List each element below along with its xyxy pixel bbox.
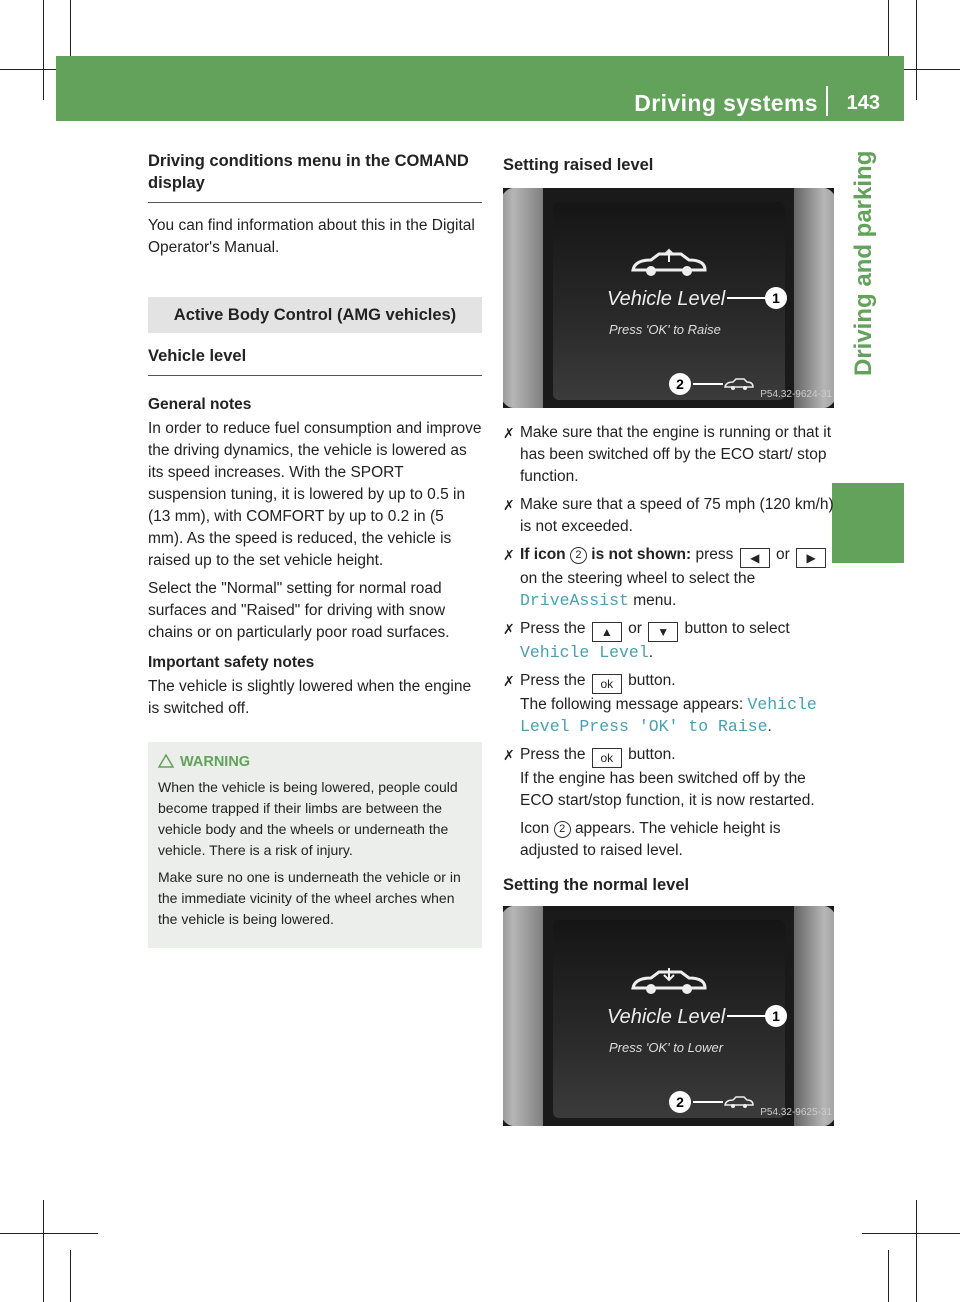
callout-1: 1 (765, 1005, 787, 1027)
menu-driveassist: DriveAssist (520, 591, 629, 610)
step-marker-icon: ✗ (503, 621, 515, 637)
screen-prompt: Press 'OK' to Raise (609, 322, 721, 337)
page-number: 143 (846, 92, 880, 114)
step-6: ✗ Press the ok button. If the engine has been switched off by the ECO start/stop function, it is now restarted. Icon 2 appears. The vehicle height is adjusted to raised level. (503, 744, 835, 862)
up-arrow-key-icon: ▲ (592, 622, 622, 642)
step-1: ✗ Make sure that the engine is running or that it has been switched off by the ECO start/ stop function. (503, 424, 832, 485)
step-marker-icon: ✗ (503, 425, 515, 441)
callout-2: 2 (669, 373, 691, 395)
step-marker-icon: ✗ (503, 673, 515, 689)
intro-text: You can find information about this in the Digital Operator's Manual. (148, 217, 475, 256)
heading-vehicle-level: Vehicle level (148, 345, 482, 376)
callout-line (727, 1015, 767, 1017)
screen-vehicle-level: Vehicle Level (607, 288, 726, 310)
callout-1: 1 (765, 287, 787, 309)
display-image-raise (503, 188, 834, 408)
general-notes-p1: In order to reduce fuel consumption and improve the driving dynamics, the vehicle is lowered as its speed increases. With the SPORT suspension tuning, it is lowered by up to 0.5 in (13 mm), with COMFORT by up to 0.2 in (5 mm). As the speed is reduced, the vehicle is raised up to the set vehicle height. (148, 420, 482, 569)
car-lower-icon (629, 966, 709, 996)
safety-notes-text: The vehicle is slightly lowered when the engine is switched off. (148, 678, 472, 717)
right-column (503, 150, 835, 1126)
right-arrow-key-icon: ▶ (796, 548, 826, 568)
icon-2-ref: 2 (570, 547, 587, 564)
step-5: ✗ Press the ok button. The following message appears: Vehicle Level Press 'OK' to Raise. (503, 672, 817, 736)
car-raise-icon (629, 248, 709, 278)
crop-mark (0, 1233, 98, 1234)
step-2: ✗ Make sure that a speed of 75 mph (120 km/h) is not exceeded. (503, 496, 834, 535)
chapter-tab (832, 121, 904, 925)
steps-list (503, 422, 835, 862)
gauge-right (794, 906, 834, 1126)
crop-mark (888, 0, 889, 60)
callout-line (693, 1101, 723, 1103)
crop-mark (43, 0, 44, 100)
warning-icon (158, 754, 174, 768)
icon-2-ref: 2 (554, 821, 571, 838)
message-text: Vehicle Level Press 'OK' to Raise (520, 695, 817, 736)
chapter-tab-block (832, 483, 904, 563)
callout-line (727, 297, 767, 299)
car-small-icon (723, 1094, 755, 1110)
screen-prompt: Press 'OK' to Lower (609, 1040, 724, 1055)
warning-p2: Make sure no one is underneath the vehicle or in the immediate vicinity of the wheel arches when the vehicle is being lowered. (158, 869, 461, 927)
crop-mark (43, 1200, 44, 1302)
gauge-right (794, 188, 834, 408)
step-marker-icon: ✗ (503, 547, 515, 563)
general-notes-p2: Select the "Normal" setting for normal road surfaces and "Raised" for driving with snow chains or on particularly poor road surfaces. (148, 580, 450, 641)
ok-key-icon: ok (592, 748, 622, 768)
step-3: ✗ If icon 2 is not shown: press ◀ or ▶ on the steering wheel to select the DriveAssist menu. (503, 544, 835, 612)
gauge-left (503, 906, 543, 1126)
image-ref: P54.32-9625-31 (760, 1107, 832, 1118)
warning-title: WARNING (180, 754, 251, 770)
callout-2: 2 (669, 1091, 691, 1113)
screen-vehicle-level: Vehicle Level (607, 1006, 726, 1028)
crop-mark (862, 1233, 960, 1234)
step-6-result: Icon 2 appears. The vehicle height is adjusted to raised level. (520, 820, 781, 859)
warning-box (148, 742, 482, 948)
heading-raised-level: Setting raised level (503, 156, 654, 174)
step-marker-icon: ✗ (503, 747, 515, 763)
warning-p1: When the vehicle is being lowered, people could become trapped if their limbs are between the vehicle body and the wheels or underneath the vehicle. There is a risk of injury. (158, 779, 458, 858)
crop-mark (70, 0, 71, 60)
image-ref: P54.32-9624-31 (760, 389, 832, 400)
left-column (148, 150, 482, 948)
left-arrow-key-icon: ◀ (740, 548, 770, 568)
chapter-label: Driving and parking (850, 150, 877, 376)
crop-mark (916, 0, 917, 100)
step-4: ✗ Press the ▲ or ▼ button to select Vehicle Level. (503, 620, 790, 662)
heading-normal-level: Setting the normal level (503, 876, 690, 894)
menu-vehicle-level: Vehicle Level (520, 643, 649, 662)
down-arrow-key-icon: ▼ (648, 622, 678, 642)
gauge-left (503, 188, 543, 408)
ok-key-icon: ok (592, 674, 622, 694)
page-header (56, 56, 904, 121)
heading-driving-conditions: Driving conditions menu in the COMAND display (148, 150, 482, 203)
general-notes-title: General notes (148, 396, 252, 413)
display-image-lower (503, 906, 834, 1126)
crop-mark (888, 1250, 889, 1302)
warning-heading (158, 752, 470, 773)
page-title: Driving systems (634, 90, 818, 116)
step-marker-icon: ✗ (503, 497, 515, 513)
callout-line (693, 383, 723, 385)
section-banner: Active Body Control (AMG vehicles) (148, 297, 482, 333)
car-small-icon (723, 376, 755, 392)
crop-mark (70, 1250, 71, 1302)
header-divider (826, 86, 828, 116)
safety-notes-title: Important safety notes (148, 654, 315, 671)
crop-mark (916, 1200, 917, 1302)
